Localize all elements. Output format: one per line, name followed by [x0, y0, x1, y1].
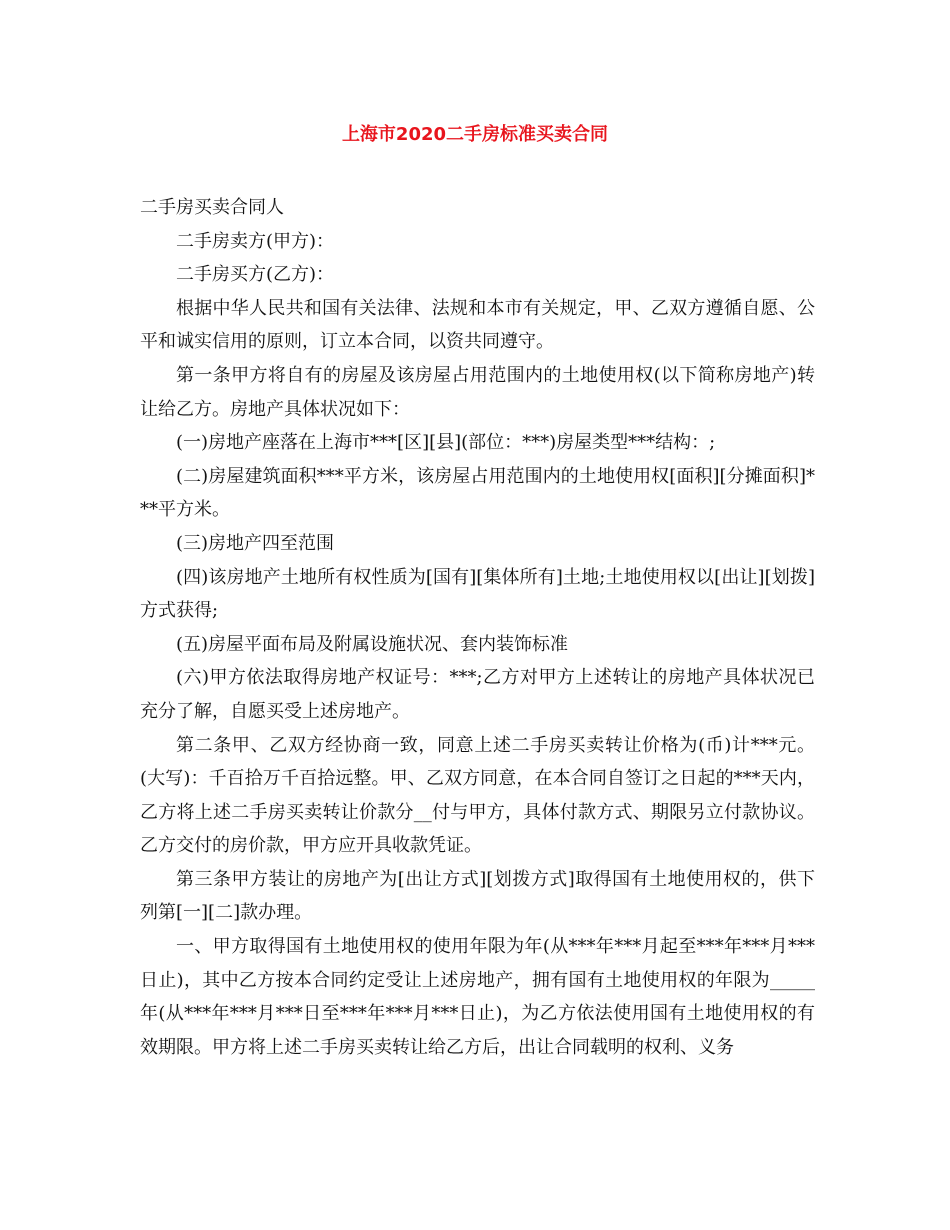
paragraph: (二)房屋建筑面积***平方米，该房屋占用范围内的土地使用权[面积][分摊面积]***平方米。: [140, 465, 815, 521]
paragraph: 二手房卖方(甲方)：: [176, 230, 335, 252]
paragraph: (一)房地产座落在上海市***[区][县](部位：***)房屋类型***结构：;: [176, 432, 716, 454]
paragraph: 根据中华人民共和国有关法律、法规和本市有关规定，甲、乙双方遵循自愿、公平和诚实信用的原则，订立本合同，以资共同遵守。: [140, 297, 815, 353]
paragraph: (四)该房地产土地所有权性质为[国有][集体所有]土地;土地使用权以[出让][划拨]方式获得;: [140, 566, 815, 622]
paragraph: 第一条甲方将自有的房屋及该房屋占用范围内的土地使用权(以下简称房地产)转让给乙方。房地产具体状况如下：: [140, 364, 815, 420]
paragraph: 第三条甲方装让的房地产为[出让方式][划拨方式]取得国有土地使用权的，供下列第[一][二]款办理。: [140, 868, 815, 924]
paragraph: (三)房地产四至范围: [176, 532, 335, 554]
document-body: [140, 191, 815, 1064]
paragraph: (五)房屋平面布局及附属设施状况、套内装饰标准: [176, 633, 569, 655]
paragraph: (六)甲方依法取得房地产权证号：***;乙方对甲方上述转让的房地产具体状况已充分了解，自愿买受上述房地产。: [140, 667, 815, 722]
paragraph: 二手房买方(乙方)：: [176, 264, 335, 286]
paragraph: 二手房买卖合同人: [140, 197, 284, 218]
paragraph: 第二条甲、乙双方经协商一致，同意上述二手房买卖转让价格为(币)计***元。(大写)：千百拾万千百拾远整。甲、乙双方同意，在本合同自签订之日起的***天内，乙方将上述二手房买卖转让价款分__付与甲方，具体付款方式、期限另立付款协议。乙方交付的房价款，甲方应开具收款凭证。: [140, 734, 815, 857]
document-title: 上海市2020二手房标准买卖合同: [341, 124, 609, 145]
paragraph: 一、甲方取得国有土地使用权的使用年限为年(从***年***月起至***年***月***日止)，其中乙方按本合同约定受让上述房地产，拥有国有土地使用权的年限为_____年(从***年***月***日至***年***月***日止)，为乙方依法使用国有土地使用权的有效期限。甲方将上述二手房买卖转让给乙方后，出让合同载明的权利、义务: [140, 936, 815, 1058]
